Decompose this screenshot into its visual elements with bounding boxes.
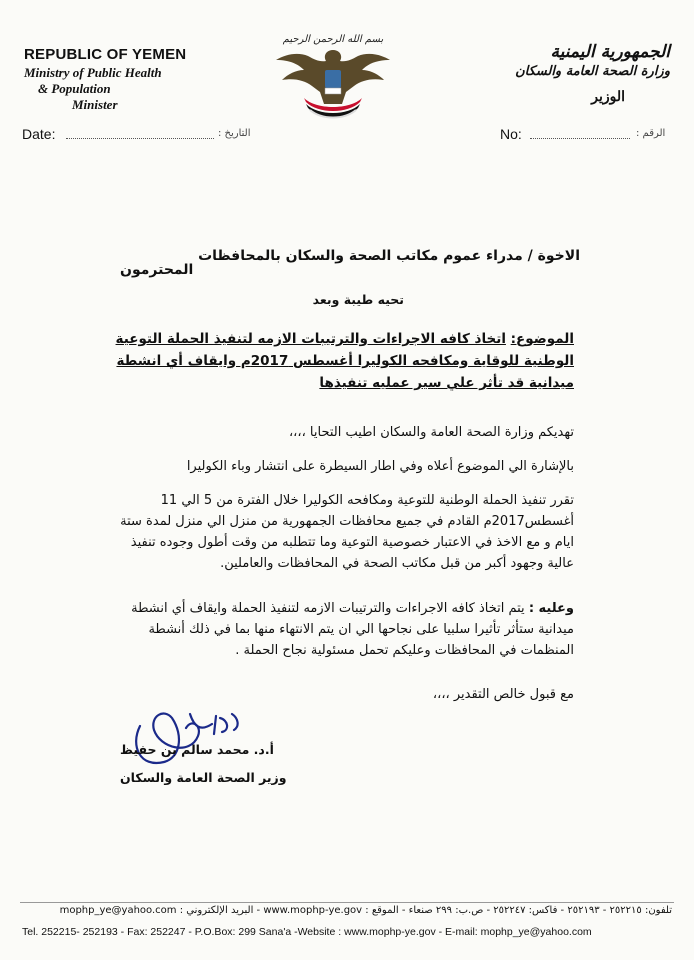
greeting: تحيه طيبة وبعد (312, 292, 404, 307)
country-name-en: REPUBLIC OF YEMEN (24, 46, 187, 63)
date-dots (66, 138, 214, 139)
ministry-name-en-line2: & Population (38, 81, 111, 96)
number-dots (530, 138, 630, 139)
ministry-name-ar: وزارة الصحة العامة والسكان (515, 64, 670, 79)
paragraph-decision: تقرر تنفيذ الحملة الوطنية للتوعية ومكافحه الكوليرا خلال الفترة من 5 الي 11 أغسطس2017م القادم في جميع محافظات الجمهورية من منزل الي منزل لمدة ستة ايام و مع الاخذ في الاعتبار خصوصية التوعية وما تتطلبه من وقت أطول وجوده تنفيذ عالية وجهود أكبر من قبل مكاتب الصحة في المحافظات والعاملين. (120, 493, 574, 571)
english-letterhead (24, 46, 224, 113)
country-name-ar: الجمهورية اليمنية (550, 42, 670, 62)
office-title-ar: الوزير (591, 89, 625, 105)
closing-line: مع قبول خالص التقدير ،،،، (432, 687, 574, 702)
number-label-ar: الرقم : (636, 128, 666, 139)
date-label-en: Date: (22, 126, 56, 142)
paragraph-salutation: تهديكم وزارة الصحة العامة والسكان اطيب التحايا ،،،، (288, 425, 574, 440)
paragraph-reference: بالإشارة الي الموضوع أعلاه وفي اطار السيطرة على انتشار وباء الكوليرا (186, 459, 574, 474)
signatory-title: وزير الصحة العامة والسكان (120, 770, 287, 785)
subject-block (114, 328, 574, 394)
ministry-name-en-line1: Ministry of Public Health (24, 65, 162, 80)
office-title-en: Minister (72, 97, 118, 112)
subject-text: اتخاذ كافه الاجراءات والترتيبات الازمه لتنفيذ الحملة التوعية الوطنية للوقاية ومكافحه الكوليرا أغسطس 2017م وايقاف أي انشطة ميدانية قد تأثر علي سير عمليه تنفيذها (115, 331, 574, 391)
bismillah-calligraphy: بسم الله الرحمن الرحيم (282, 34, 384, 45)
paragraph-directive (104, 598, 574, 661)
footer-contact-en: Tel. 252215- 252193 - Fax: 252247 - P.O.Box: 299 Sana'a -Website : www.mophp-ye.gov - E-mail: mophp_ye@yahoo.com (22, 926, 592, 938)
date-label-ar: التاريخ : (218, 128, 251, 139)
footer-contact-ar: تلفون: ٢٥٢٢١٥ - ٢٥٢١٩٣ - فاكس: ٢٥٢٢٤٧ - ص.ب: ٢٩٩ صنعاء - الموقع : www.mophp-ye.gov - البريد الإلكتروني : mophp_ye@yahoo.com (59, 905, 672, 916)
yemen-emblem-icon (268, 28, 398, 128)
handwritten-signature (120, 696, 250, 776)
directive-label: وعليه : (528, 601, 574, 616)
date-number-line (22, 126, 672, 148)
recipient-respect: المحترمون (120, 262, 194, 278)
subject-label: الموضوع: (510, 331, 574, 347)
directive-text: يتم اتخاذ كافه الاجراءات والترتيبات الازمه لتنفيذ الحملة وايقاف أي انشطة ميدانية ستأثر تأثيرا سلبيا على نجاحها الي ان يتم الانتهاء منها بما في ذلك أنشطة المنظمات في المحافظات وعليكم تحمل مسئولية نجاح الحملة . (131, 601, 574, 658)
arabic-letterhead (480, 42, 670, 105)
footer-divider (20, 902, 674, 903)
recipient-address: الاخوة / مدراء عموم مكاتب الصحة والسكان بالمحافظات (198, 248, 580, 264)
number-label-en: No: (500, 126, 522, 142)
signatory-name: أ.د. محمد سالم بن حفيظ (120, 742, 274, 757)
